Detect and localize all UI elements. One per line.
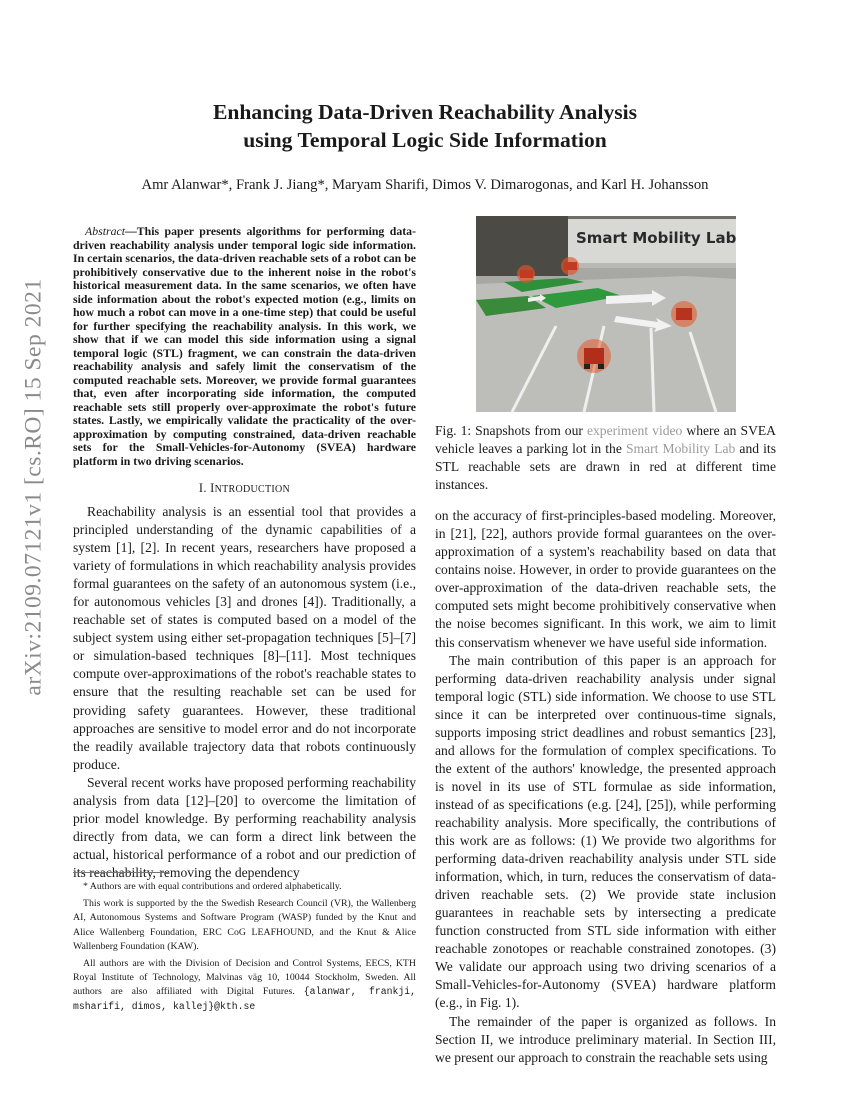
banner-text: Smart Mobility Lab	[575, 229, 736, 247]
arxiv-stamp	[16, 278, 52, 696]
author-list: Amr Alanwar*, Frank J. Jiang*, Maryam Sharifi, Dimos V. Dimarogonas, and Karl H. Johansson	[141, 177, 709, 193]
figure-1-caption	[435, 422, 776, 494]
abstract	[73, 225, 416, 468]
footnote-affiliation	[73, 957, 416, 1014]
robot-car-3	[671, 301, 697, 327]
section-title-initial: I	[210, 481, 215, 495]
section-heading-introduction	[73, 481, 416, 496]
figure-1-photo	[476, 216, 736, 412]
right-column	[435, 216, 776, 1067]
caption-prefix: Fig. 1: Snapshots from our	[435, 423, 587, 438]
right-body-text	[435, 507, 776, 1066]
footnotes	[73, 880, 416, 1017]
intro-paragraph-1: Reachability analysis is an essential tool that provides a principled understanding of the dynamic capabilities of a system [1], [2]. In recent years, researchers have proposed a variety of formulations in which reachability analysis provides formal guarantees on the safety of an autonomous system (i.e., for autonomous vehicles [3] and drones [4]). Traditionally, a reachable set of states is computed based on a model of the subject system using either set-propagation techniques [5]–[7] or simulation-based techniques [8]–[11]. Most techniques compute over-approximations of the robot's reachable states to ensure that the resulting reachable set can be used for providing safety guarantees. However, these traditional approaches are sensitive to model error and do not incorporate the readily available trajectory data that robots continuously produce.	[73, 504, 416, 772]
robot-car-4	[577, 339, 611, 373]
section-number: I.	[198, 481, 207, 495]
smart-mobility-lab-link[interactable]: Smart Mobility Lab	[625, 441, 736, 457]
title-line-1: Enhancing Data-Driven Reachability Analysis	[212, 100, 638, 124]
robot-car-2	[561, 257, 579, 275]
right-paragraph-2: The main contribution of this paper is an approach for performing data-driven reachability analysis under signal temporal logic (STL) side information. We choose to use STL since it can be interpreted over continuous-time signals, supports imposing strict deadlines and robust semantics [23], and allows for the formulation of complex specifications. To the extent of the authors' knowledge, the presented approach is novel in its use of STL formulae as side information, instead of as specifications (e.g. [24], [25]), while performing reachability analysis. More specifically, the contributions of this work are as follows: (1) We provide two algorithms for performing data-driven reachability analysis under STL side information, which, in turn, reduces the conservatism of data-driven reachable sets. (2) We provide state inclusion guarantees in reachable sets by intersecting a predicate function constructed from STL side information with either reachable zonotopes or reachable constrained zonotopes. (3) We validate our approach using two driving scenarios of a Small-Vehicles-for-Autonomy (SVEA) hardware platform (e.g., in Fig. 1).	[435, 652, 776, 1011]
footnote-funding: This work is supported by the the Swedish Research Council (VR), the Wallenberg AI, Autonomous Systems and Software Program (WASP) funded by the Knut and Alice Wallenberg Foundation, ERC CoG LEAFHOUND, and the Knut & Alice Wallenberg Foundation (KAW).	[73, 898, 416, 952]
abstract-text: This paper presents algorithms for performing data-driven reachability analysis under temporal logic side information. In certain scenarios, the data-driven reachable sets of a robot can be prohibitively conservative due to the inherent noise in the robot's historical measurement data. In the same scenarios, we often have side information about the robot's expected motion (e.g., limits on how much a robot can move in a one-time step) that could be useful for further specifying the reachability analysis. In this work, we show that if we can model this side information using a signal temporal logic (STL) fragment, we can constrain the data-driven reachability analysis and safely limit the conservatism of the computed reachable sets. Moreover, we provide formal guarantees that, even after incorporating side information, the computed reachable sets still properly over-approximate the robot's future states. Lastly, we empirically validate the practicality of the over-approximation by computing constrained, data-driven reachable sets for the Small-Vehicles-for-Autonomy (SVEA) hardware platform in two driving scenarios.	[73, 224, 416, 468]
lab-scene-illustration	[476, 216, 736, 412]
banner-base	[568, 263, 736, 268]
title-line-2: using Temporal Logic Side Information	[243, 128, 607, 152]
footnote-rule	[73, 872, 169, 873]
section-title-rest: NTRODUCTION	[214, 484, 291, 495]
experiment-video-link[interactable]: experiment video	[586, 423, 683, 438]
intro-paragraph-2: Several recent works have proposed performing reachability analysis from data [12]–[20] to overcome the limitation of prior model knowledge. By performing reachability analysis directly from data, we can form a direct link between the actual, historical performance of a robot and our prediction of its reachability, removing the dependency	[73, 774, 416, 880]
abstract-dash: —	[124, 224, 137, 238]
abstract-label: Abstract	[85, 224, 125, 238]
arxiv-stamp-text: arXiv:2109.07121v1 [cs.RO] 15 Sep 2021	[20, 278, 47, 696]
footnote-equal-contribution: * Authors are with equal contributions and ordered alphabetically.	[83, 881, 342, 892]
author-emails: {alanwar, frankji, msharifi, dimos, kallej}@kth.se	[73, 986, 417, 1012]
left-column	[73, 225, 416, 882]
caption-suffix: and its STL reachable sets are drawn in red at different time instances.	[435, 441, 776, 493]
affiliation-text: All authors are with the Division of Decision and Control Systems, EECS, KTH Royal Institute of Technology, Malvinas väg 10, 10044 Stockholm, Sweden. All authors are also affiliated with Digital Futures.	[73, 958, 416, 998]
robot-car-1	[517, 265, 535, 283]
right-paragraph-1: on the accuracy of first-principles-based modeling. Moreover, in [21], [22], authors provide formal guarantees on the over-approximation of a system's reachability based on data that contains noise. However, in order to provide guarantees on the over-approximation of the data-driven reachable sets, the computed sets might become prohibitively conservative when the noise becomes significant. In this work, we aim to limit this conservatism whenever we have useful side information.	[435, 508, 776, 650]
paper-title	[100, 98, 750, 154]
caption-middle: where an SVEA vehicle leaves a parking lot in the	[435, 423, 777, 457]
right-paragraph-3: The remainder of the paper is organized as follows. In Section II, we introduce preliminary material. In Section III, we present our approach to constrain the reachable sets using	[435, 1013, 776, 1065]
